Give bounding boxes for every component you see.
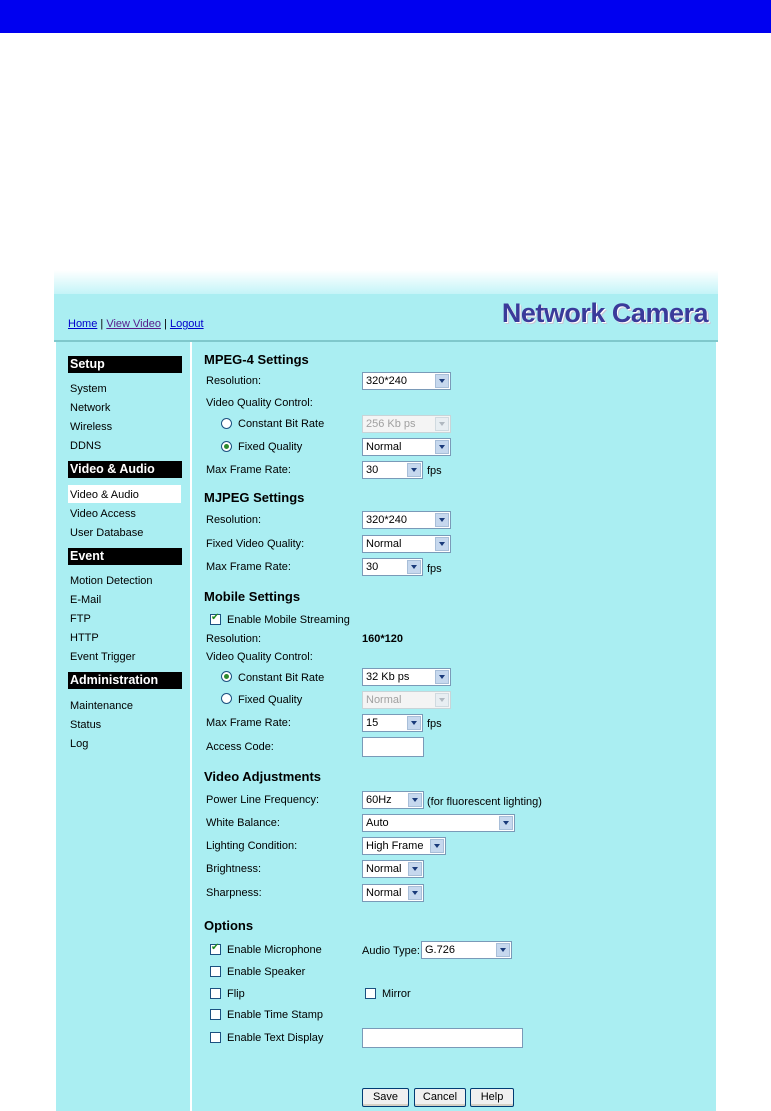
- brightness-label: Brightness:: [206, 863, 262, 875]
- lighting-condition-value: High Frame: [366, 840, 424, 852]
- mjpeg-resolution-select[interactable]: [362, 511, 451, 529]
- mobile-settings-heading: Mobile Settings: [204, 589, 301, 604]
- chevron-down-icon: [408, 886, 422, 900]
- mobile-resolution-value: 160*120: [362, 633, 403, 645]
- power-line-select[interactable]: [362, 791, 424, 809]
- sidebar-item-ftp[interactable]: FTP: [70, 613, 91, 625]
- mpeg4-resolution-value: 320*240: [366, 375, 407, 387]
- sidebar-item-system[interactable]: System: [70, 383, 107, 395]
- mpeg4-fixed-quality-label: Fixed Quality: [238, 441, 303, 453]
- sidebar-item-event-trigger[interactable]: Event Trigger: [70, 651, 136, 663]
- chevron-down-icon: [435, 670, 449, 684]
- header-fade: [54, 270, 718, 294]
- access-code-label: Access Code:: [206, 741, 274, 753]
- mobile-fixed-quality-radio[interactable]: [221, 693, 232, 704]
- sidebar-section-setup: Setup: [68, 356, 182, 373]
- video-adjustments-heading: Video Adjustments: [204, 769, 322, 784]
- sidebar-item-user-database[interactable]: User Database: [70, 527, 144, 539]
- enable-text-display-label: Enable Text Display: [227, 1032, 324, 1044]
- mobile-resolution-label: Resolution:: [206, 633, 262, 645]
- chevron-down-icon: [435, 417, 449, 431]
- mpeg4-resolution-select[interactable]: [362, 372, 451, 390]
- camera-config-frame: [54, 270, 718, 1111]
- mobile-fps-value: 15: [366, 717, 379, 729]
- brightness-value: Normal: [366, 863, 402, 875]
- home-link[interactable]: Home: [68, 318, 98, 330]
- lighting-condition-select[interactable]: [362, 837, 446, 855]
- sidebar-item-ddns[interactable]: DDNS: [70, 440, 102, 452]
- enable-speaker-checkbox[interactable]: [210, 966, 221, 977]
- mobile-fixed-quality-select[interactable]: [362, 691, 451, 709]
- sidebar-section-video-audio: Video & Audio: [68, 461, 182, 478]
- mobile-fps-label: Max Frame Rate:: [206, 717, 291, 729]
- sidebar-item-motion-detection[interactable]: Motion Detection: [70, 575, 153, 587]
- mjpeg-fps-select[interactable]: [362, 558, 423, 576]
- mobile-fixed-quality-value: Normal: [366, 694, 402, 706]
- mjpeg-fps-label: Max Frame Rate:: [206, 561, 291, 573]
- chevron-down-icon: [435, 537, 449, 551]
- mobile-fixed-quality-label: Fixed Quality: [238, 694, 303, 706]
- mobile-fps-unit: fps: [427, 718, 442, 730]
- white-balance-value: Auto: [366, 817, 389, 829]
- mjpeg-resolution-label: Resolution:: [206, 514, 262, 526]
- sidebar-item-email[interactable]: E-Mail: [70, 594, 102, 606]
- sidebar-item-log[interactable]: Log: [70, 738, 89, 750]
- mjpeg-quality-value: Normal: [366, 538, 402, 550]
- white-balance-select[interactable]: [362, 814, 515, 832]
- mpeg4-cbr-radio[interactable]: [221, 418, 232, 429]
- brightness-select[interactable]: [362, 860, 424, 878]
- network-camera-logo: Network Camera: [501, 298, 708, 328]
- chevron-down-icon: [496, 943, 510, 957]
- enable-text-display-checkbox[interactable]: [210, 1032, 221, 1043]
- options-heading: Options: [204, 918, 254, 933]
- power-line-label: Power Line Frequency:: [206, 794, 320, 806]
- power-line-value: 60Hz: [366, 794, 392, 806]
- sidebar-item-video-access[interactable]: Video Access: [70, 508, 136, 520]
- enable-speaker-label: Enable Speaker: [227, 966, 306, 978]
- text-display-input[interactable]: [362, 1028, 523, 1048]
- mjpeg-settings-heading: MJPEG Settings: [204, 490, 305, 505]
- mobile-cbr-label: Constant Bit Rate: [238, 672, 325, 684]
- enable-microphone-checkbox[interactable]: [210, 944, 221, 955]
- mpeg4-settings-heading: MPEG-4 Settings: [204, 352, 309, 367]
- chevron-down-icon: [430, 839, 444, 853]
- enable-microphone-label: Enable Microphone: [227, 944, 322, 956]
- power-line-note: (for fluorescent lighting): [427, 796, 542, 808]
- nav-separator: |: [164, 318, 167, 330]
- chevron-down-icon: [499, 816, 513, 830]
- sidebar-section-administration: Administration: [68, 672, 182, 689]
- mobile-cbr-radio[interactable]: [221, 671, 232, 682]
- sidebar-item-wireless[interactable]: Wireless: [70, 421, 113, 433]
- mobile-fps-select[interactable]: [362, 714, 423, 732]
- flip-label: Flip: [227, 988, 245, 1000]
- mjpeg-resolution-value: 320*240: [366, 514, 407, 526]
- mirror-checkbox[interactable]: [365, 988, 376, 999]
- mpeg4-fps-label: Max Frame Rate:: [206, 464, 291, 476]
- nav-separator: |: [100, 318, 104, 330]
- save-button[interactable]: Save: [362, 1088, 409, 1107]
- mobile-cbr-select[interactable]: [362, 668, 451, 686]
- sidebar-item-video-audio[interactable]: Video & Audio: [70, 489, 139, 501]
- chevron-down-icon: [435, 513, 449, 527]
- mjpeg-fps-value: 30: [366, 561, 379, 573]
- mjpeg-quality-select[interactable]: [362, 535, 451, 553]
- sharpness-select[interactable]: [362, 884, 424, 902]
- mpeg4-fixed-quality-select[interactable]: [362, 438, 451, 456]
- chevron-down-icon: [407, 716, 421, 730]
- mpeg4-cbr-label: Constant Bit Rate: [238, 418, 325, 430]
- enable-mobile-streaming-label: Enable Mobile Streaming: [227, 614, 350, 626]
- mpeg4-fps-unit: fps: [427, 465, 442, 477]
- settings-form: [192, 342, 718, 1111]
- mpeg4-vqc-label: Video Quality Control:: [206, 397, 313, 409]
- chevron-down-icon: [408, 793, 422, 807]
- enable-time-stamp-label: Enable Time Stamp: [227, 1009, 323, 1021]
- mpeg4-fps-value: 30: [366, 464, 379, 476]
- sidebar-item-http[interactable]: HTTP: [70, 632, 99, 644]
- mirror-label: Mirror: [382, 988, 411, 1000]
- chevron-down-icon: [407, 560, 421, 574]
- top-title-bar: [0, 0, 771, 33]
- enable-mobile-streaming-checkbox[interactable]: [210, 614, 221, 625]
- mobile-cbr-value: 32 Kb ps: [366, 671, 410, 683]
- mpeg4-fixed-quality-value: Normal: [366, 441, 402, 453]
- chevron-down-icon: [435, 440, 449, 454]
- chevron-down-icon: [408, 862, 422, 876]
- top-nav-links: [68, 318, 204, 330]
- mpeg4-cbr-value: 256 Kb ps: [366, 418, 416, 430]
- sidebar-item-status[interactable]: Status: [70, 719, 102, 731]
- audio-type-label: Audio Type:: [362, 945, 420, 957]
- sidebar-section-event: Event: [68, 548, 182, 565]
- mpeg4-cbr-select[interactable]: [362, 415, 451, 433]
- chevron-down-icon: [435, 374, 449, 388]
- sidebar-item-network[interactable]: Network: [70, 402, 111, 414]
- chevron-down-icon: [435, 693, 449, 707]
- mjpeg-fps-unit: fps: [427, 563, 442, 575]
- enable-time-stamp-checkbox[interactable]: [210, 1009, 221, 1020]
- audio-type-select[interactable]: [421, 941, 512, 959]
- flip-checkbox[interactable]: [210, 988, 221, 999]
- help-button[interactable]: Help: [470, 1088, 514, 1107]
- mpeg4-resolution-label: Resolution:: [206, 375, 262, 387]
- mpeg4-fixed-quality-radio[interactable]: [221, 441, 232, 452]
- cancel-button[interactable]: Cancel: [414, 1088, 466, 1107]
- mobile-vqc-label: Video Quality Control:: [206, 651, 313, 663]
- audio-type-value: G.726: [425, 944, 455, 956]
- lighting-condition-label: Lighting Condition:: [206, 840, 298, 852]
- sidebar: [56, 342, 190, 1111]
- chevron-down-icon: [407, 463, 421, 477]
- sharpness-label: Sharpness:: [206, 887, 262, 899]
- view-video-link[interactable]: View Video: [106, 318, 161, 330]
- mpeg4-fps-select[interactable]: [362, 461, 423, 479]
- access-code-input[interactable]: [362, 737, 424, 757]
- mjpeg-quality-label: Fixed Video Quality:: [206, 538, 305, 550]
- sharpness-value: Normal: [366, 887, 402, 899]
- sidebar-item-maintenance[interactable]: Maintenance: [70, 700, 133, 712]
- logout-link[interactable]: Logout: [169, 318, 204, 330]
- white-balance-label: White Balance:: [206, 817, 280, 829]
